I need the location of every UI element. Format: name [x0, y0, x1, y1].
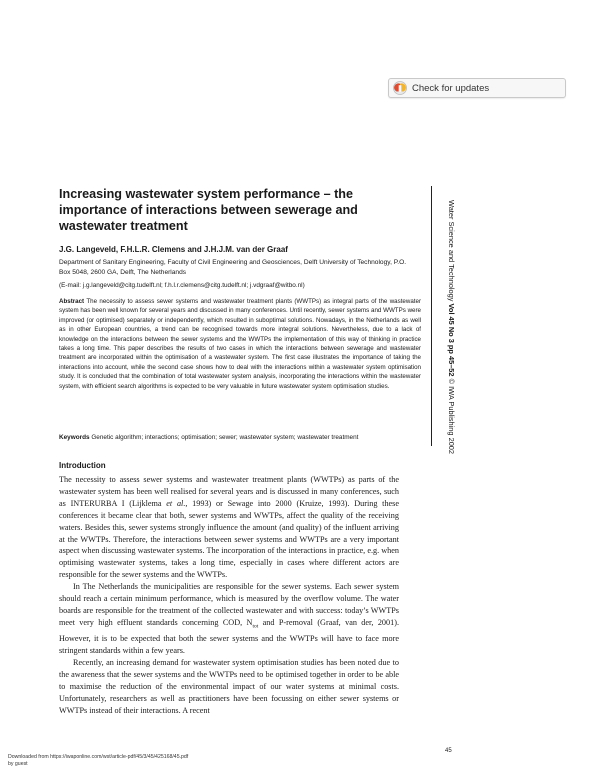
- abstract-label: Abstract: [59, 298, 85, 305]
- journal-divider: [431, 186, 432, 446]
- paragraph-2-text-b: and P-removal (Graaf, van der, 2001). However, it is to be expected that both the sewer systems and the WWTPs will have to face more stringent standards within a few years.: [59, 617, 399, 656]
- section-heading-introduction: Introduction: [59, 461, 106, 470]
- journal-volume: Vol 45 No 3 pp 45–52: [447, 303, 456, 377]
- paragraph-2: [59, 581, 399, 657]
- article-title: Increasing wastewater system performance – the importance of interactions between sewerage and wastewater treatment: [59, 187, 358, 233]
- journal-running-head: [444, 200, 462, 455]
- keywords-label: Keywords: [59, 434, 90, 441]
- abstract: [59, 297, 421, 391]
- paragraph-1-text-a: The necessity to assess sewer systems and wastewater treatment plants (WWTPs) as parts of the wastewater system has been well realised for several years and is discussed in many conferences, such as INTERURBA I (Lijklema: [59, 475, 399, 508]
- keywords: [59, 433, 439, 442]
- paragraph-2-text-a: In The Netherlands the municipalities are responsible for the sewer systems. Each sewer system should reach a certain minimum performance, which is measured by the overflow volume. The water boards are responsible for the treatment of the collected wastewater and with success: today’s WWTPs meet very high effluent standards concerning COD, N: [59, 582, 399, 627]
- author-affiliation: Department of Sanitary Engineering, Faculty of Civil Engineering and Geosciences, Delft University of Technology, P.O. Box 5048, 2600 GA, Delft, The Netherlands: [59, 259, 407, 276]
- check-for-updates-label: Check for updates: [412, 82, 490, 94]
- keywords-text: Genetic algorithm; interactions; optimisation; sewer; wastewater system; wastewater treatment: [91, 434, 359, 441]
- et-al: et al.: [166, 498, 186, 508]
- download-link[interactable]: Downloaded from https://iwaponline.com/wst/article-pdf/45/3/45/425168/45.pdf: [8, 754, 189, 760]
- check-for-updates-icon: [393, 81, 407, 95]
- paragraph-1: [59, 474, 399, 581]
- paragraph-3: Recently, an increasing demand for wastewater system optimisation studies has been noted due to the awareness that the sewer systems and the WWTPs need to be optimised together in order to be able to maximise the reduction of the environmental impact of our water systems at minimal costs. Unfortunately, researchers as well as practitioners have been focussing on either sewer systems or WWTPs instead of their interactions. A recent: [59, 658, 399, 715]
- paragraph-1-text-b: , 1993) or Sewage into 2000 (Kruize, 1993). During these conferences it became clear that both, sewer systems and WWTPs, affect the quality of the receiving waters. Besides this, sewer systems strongly influence the amount (and quality) of the influent arriving at the WWTPs. Therefore, the interactions between sewer systems and WWTPs are a very important aspect when discussing wastewater systems. The incorporation of the interactions in practice, e.g. when optimising wastewater systems, takes a long time, especially in cases where different actors are responsible for the sewer systems and the WWTPs.: [59, 498, 399, 580]
- download-by: by guest: [8, 761, 28, 767]
- introduction-body: [59, 474, 399, 717]
- page-number: 45: [445, 748, 452, 754]
- ntot-subscript: tot: [252, 623, 259, 630]
- article-authors: J.G. Langeveld, F.H.L.R. Clemens and J.H.J.M. van der Graaf: [59, 245, 288, 254]
- author-emails: (E-mail: j.g.langeveld@citg.tudelft.nl; f.h.l.r.clemens@citg.tudelft.nl; j.vdgraaf@witbo.nl): [59, 282, 305, 289]
- journal-copyright: © IWA Publishing 2002: [447, 378, 456, 455]
- download-footer: [8, 754, 188, 768]
- abstract-text: The necessity to assess sewer systems and wastewater treatment plants (WWTPs) as integral parts of the wastewater system has been well known for several years and discussed in many conferences. Until recently, sewer systems and WWTPs were improved (or optimised) separately or independently, which resulted in suboptimal solutions. Nowadays, in the Netherlands as well as in other European countries, a trend can be recognised towards more integral solutions. Nevertheless, due to a lack of knowledge on the interactions between the sewer systems and the WWTPs the implementation of this way of thinking in practice takes a long time. This paper describes the results of two cases in which the interactions between sewerage and wastewater treatment are incorporated within the optimisation of a wastewater system. The first case illustrates the importance of taking the interactions into account, while the second case shows how to deal with the interactions within a wastewater system optimisation study. It is concluded that the combination of total wastewater system analysis, incorporating the interactions within the wastewater system, with efficient search algorithms is expected to be very valuable in future wastewater system optimisation studies.: [59, 298, 422, 390]
- check-for-updates-button[interactable]: [388, 78, 566, 98]
- journal-name: Water Science and Technology: [447, 200, 456, 302]
